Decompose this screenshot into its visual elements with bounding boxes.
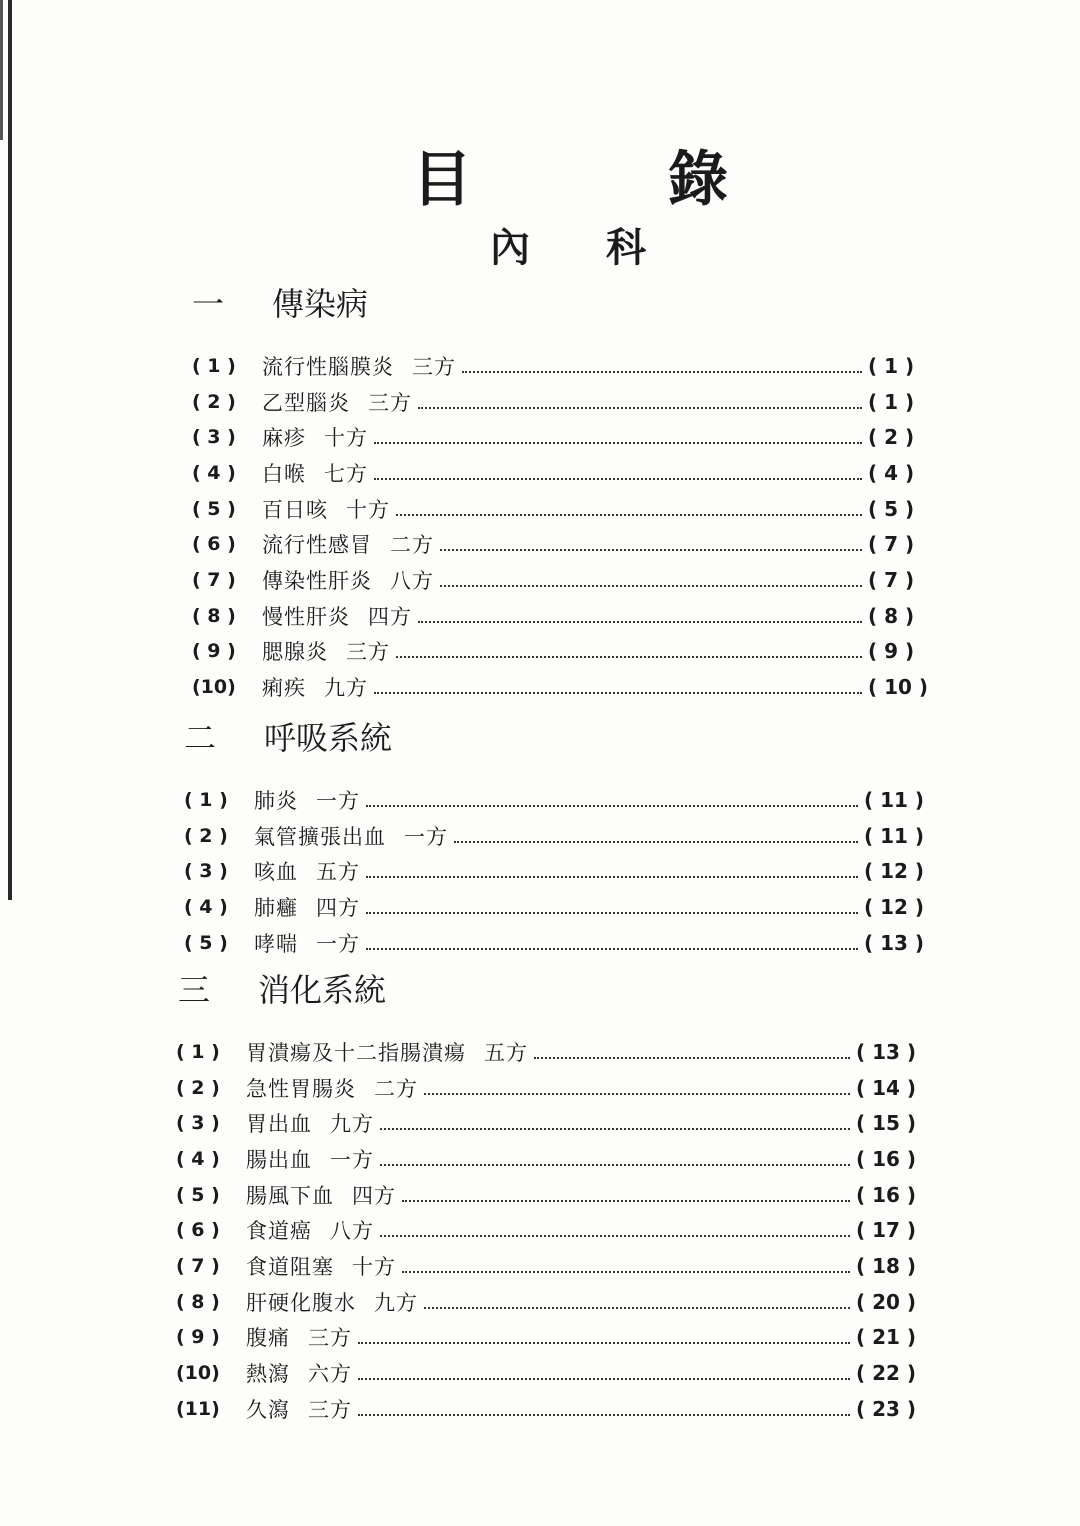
toc-entry[interactable] <box>176 1248 932 1284</box>
entry-page: ( 14 ) <box>856 1075 917 1100</box>
entry-page: ( 15 ) <box>856 1111 917 1136</box>
dot-leader <box>440 585 862 587</box>
dot-leader <box>440 549 862 551</box>
entry-name: 流行性腦膜炎 <box>262 354 394 379</box>
entry-index: ( 9 ) <box>192 640 236 663</box>
entry-page: ( 9 ) <box>868 639 915 664</box>
toc-entry[interactable] <box>176 1355 932 1391</box>
entry-name: 慢性肝炎 <box>262 604 350 629</box>
entry-name: 乙型腦炎 <box>262 390 350 415</box>
entry-count: 八方 <box>390 568 434 593</box>
entry-index: ( 7 ) <box>192 568 236 591</box>
entry-count: 三方 <box>412 354 456 379</box>
dot-leader <box>534 1057 850 1059</box>
entry-count: 三方 <box>368 390 412 415</box>
entry-name: 流行性感冒 <box>262 533 372 558</box>
title-char-1: 目 <box>412 145 472 215</box>
entry-name: 腸風下血 <box>246 1183 334 1208</box>
dot-leader <box>366 876 858 878</box>
entry-index: (10) <box>192 676 236 699</box>
entry-name: 食道癌 <box>246 1219 312 1244</box>
entry-count: 一方 <box>330 1147 374 1172</box>
toc-entry[interactable] <box>184 889 940 925</box>
toc-entry[interactable] <box>176 1320 932 1356</box>
title-char-2: 錄 <box>668 145 728 215</box>
entry-index: ( 4 ) <box>184 895 228 918</box>
entry-count: 九方 <box>374 1290 418 1315</box>
section-title: 呼吸系統 <box>264 719 393 757</box>
dot-leader <box>374 692 862 694</box>
entry-page: ( 1 ) <box>868 353 915 378</box>
dot-leader <box>454 841 858 843</box>
entry-name: 哮喘 <box>254 931 298 956</box>
entry-name: 腸出血 <box>246 1147 312 1172</box>
entry-name: 急性胃腸炎 <box>246 1076 356 1101</box>
entry-page: ( 13 ) <box>856 1039 917 1064</box>
entry-page: ( 4 ) <box>868 460 915 485</box>
toc-entry[interactable] <box>192 598 944 634</box>
entry-index: ( 1 ) <box>192 354 236 377</box>
toc-entry[interactable] <box>176 1391 932 1427</box>
entry-index: ( 6 ) <box>176 1219 220 1242</box>
entry-page: ( 23 ) <box>856 1396 917 1421</box>
entry-name: 傳染性肝炎 <box>262 568 372 593</box>
binding-edge-shadow <box>0 0 3 140</box>
toc-entry[interactable] <box>192 526 944 562</box>
dot-leader <box>462 371 862 373</box>
entry-count: 十方 <box>324 426 368 451</box>
entry-page: ( 12 ) <box>864 894 925 919</box>
entry-page: ( 13 ) <box>864 930 925 955</box>
entry-page: ( 16 ) <box>856 1182 917 1207</box>
dot-leader <box>380 1128 850 1130</box>
entry-index: (10) <box>176 1362 220 1385</box>
entry-count: 二方 <box>390 533 434 558</box>
entry-count: 四方 <box>368 604 412 629</box>
entry-page: ( 1 ) <box>868 389 915 414</box>
entry-name: 肺癰 <box>254 895 298 920</box>
page-subtitle <box>0 218 1080 278</box>
entry-count: 四方 <box>316 895 360 920</box>
subtitle-char-1: 內 <box>490 224 530 271</box>
binding-edge <box>8 0 12 900</box>
toc-entry[interactable] <box>192 669 944 705</box>
entry-count: 一方 <box>316 788 360 813</box>
entry-page: ( 21 ) <box>856 1325 917 1350</box>
entry-name: 肺炎 <box>254 788 298 813</box>
entry-count: 六方 <box>308 1362 352 1387</box>
entry-index: ( 2 ) <box>184 824 228 847</box>
entry-name: 胃潰瘍及十二指腸潰瘍 <box>246 1040 466 1065</box>
toc-entry[interactable] <box>192 491 944 527</box>
toc-entry[interactable] <box>192 384 944 420</box>
entry-page: ( 22 ) <box>856 1361 917 1386</box>
dot-leader <box>374 478 862 480</box>
dot-leader <box>402 1271 850 1273</box>
entry-page: ( 7 ) <box>868 567 915 592</box>
entry-name: 熱瀉 <box>246 1362 290 1387</box>
toc-entry[interactable] <box>192 634 944 670</box>
entry-name: 痢疾 <box>262 676 306 701</box>
dot-leader <box>380 1164 850 1166</box>
entry-index: ( 5 ) <box>176 1183 220 1206</box>
entry-name: 白喉 <box>262 461 306 486</box>
entry-page: ( 2 ) <box>868 425 915 450</box>
dot-leader <box>366 948 858 950</box>
section-heading <box>184 718 392 758</box>
entry-index: ( 4 ) <box>192 461 236 484</box>
dot-leader <box>358 1378 850 1380</box>
entry-count: 二方 <box>374 1076 418 1101</box>
entry-index: ( 2 ) <box>192 390 236 413</box>
entry-count: 七方 <box>324 461 368 486</box>
dot-leader <box>424 1307 850 1309</box>
section-heading <box>178 970 386 1010</box>
entry-index: ( 3 ) <box>176 1112 220 1135</box>
entry-page: ( 20 ) <box>856 1289 917 1314</box>
entry-page: ( 7 ) <box>868 532 915 557</box>
entry-count: 一方 <box>404 824 448 849</box>
entry-index: ( 8 ) <box>192 604 236 627</box>
entry-count: 九方 <box>324 676 368 701</box>
entry-name: 咳血 <box>254 860 298 885</box>
dot-leader <box>358 1342 850 1344</box>
entry-name: 久瀉 <box>246 1397 290 1422</box>
entry-index: ( 5 ) <box>192 497 236 520</box>
entry-index: ( 6 ) <box>192 533 236 556</box>
toc-entry[interactable] <box>184 853 940 889</box>
entry-count: 三方 <box>308 1397 352 1422</box>
section-title: 消化系統 <box>258 971 387 1009</box>
entry-name: 腹痛 <box>246 1326 290 1351</box>
entry-count: 四方 <box>352 1183 396 1208</box>
entry-index: ( 4 ) <box>176 1147 220 1170</box>
dot-leader <box>418 621 862 623</box>
entry-count: 九方 <box>330 1112 374 1137</box>
section-entries <box>176 1034 932 1427</box>
dot-leader <box>380 1235 850 1237</box>
entry-count: 一方 <box>316 931 360 956</box>
entry-index: ( 7 ) <box>176 1254 220 1277</box>
dot-leader <box>402 1200 850 1202</box>
dot-leader <box>374 442 862 444</box>
entry-count: 三方 <box>346 640 390 665</box>
dot-leader <box>418 407 862 409</box>
entry-page: ( 12 ) <box>864 859 925 884</box>
entry-count: 八方 <box>330 1219 374 1244</box>
toc-entry[interactable] <box>184 818 940 854</box>
dot-leader <box>366 912 858 914</box>
entry-page: ( 10 ) <box>868 675 929 700</box>
section-entries <box>192 348 944 705</box>
entry-count: 三方 <box>308 1326 352 1351</box>
section-title: 傳染病 <box>272 285 369 323</box>
toc-entry[interactable] <box>192 419 944 455</box>
entry-name: 百日咳 <box>262 497 328 522</box>
entry-index: ( 9 ) <box>176 1326 220 1349</box>
entry-name: 肝硬化腹水 <box>246 1290 356 1315</box>
entry-index: ( 8 ) <box>176 1290 220 1313</box>
toc-entry[interactable] <box>176 1141 932 1177</box>
entry-index: ( 3 ) <box>192 426 236 449</box>
toc-entry[interactable] <box>192 455 944 491</box>
dot-leader <box>396 656 862 658</box>
entry-index: ( 1 ) <box>184 788 228 811</box>
entry-count: 十方 <box>352 1254 396 1279</box>
dot-leader <box>366 805 858 807</box>
dot-leader <box>358 1414 850 1416</box>
toc-entry[interactable] <box>176 1212 932 1248</box>
dot-leader <box>424 1093 850 1095</box>
entry-page: ( 5 ) <box>868 496 915 521</box>
entry-count: 十方 <box>346 497 390 522</box>
toc-entry[interactable] <box>184 782 940 818</box>
toc-entry[interactable] <box>176 1284 932 1320</box>
entry-index: ( 1 ) <box>176 1040 220 1063</box>
entry-index: ( 5 ) <box>184 931 228 954</box>
entry-page: ( 11 ) <box>864 823 925 848</box>
entry-page: ( 16 ) <box>856 1146 917 1171</box>
entry-name: 胃出血 <box>246 1112 312 1137</box>
entry-name: 食道阻塞 <box>246 1254 334 1279</box>
entry-index: (11) <box>176 1397 220 1420</box>
toc-entry[interactable] <box>176 1177 932 1213</box>
entry-count: 五方 <box>484 1040 528 1065</box>
subtitle-char-2: 科 <box>606 224 646 271</box>
entry-index: ( 3 ) <box>184 860 228 883</box>
section-number: 一 <box>192 285 225 323</box>
entry-page: ( 8 ) <box>868 603 915 628</box>
toc-entry[interactable] <box>176 1070 932 1106</box>
entry-page: ( 17 ) <box>856 1218 917 1243</box>
entry-name: 麻疹 <box>262 426 306 451</box>
entry-page: ( 11 ) <box>864 787 925 812</box>
entry-page: ( 18 ) <box>856 1253 917 1278</box>
entry-name: 腮腺炎 <box>262 640 328 665</box>
toc-entry[interactable] <box>192 348 944 384</box>
page-title <box>0 140 1080 220</box>
dot-leader <box>396 514 862 516</box>
toc-entry[interactable] <box>192 562 944 598</box>
entry-index: ( 2 ) <box>176 1076 220 1099</box>
section-number: 三 <box>178 971 211 1009</box>
toc-entry[interactable] <box>176 1105 932 1141</box>
section-entries <box>184 782 940 960</box>
entry-name: 氣管擴張出血 <box>254 824 386 849</box>
entry-count: 五方 <box>316 860 360 885</box>
toc-entry[interactable] <box>184 925 940 961</box>
section-heading <box>192 284 368 324</box>
toc-entry[interactable] <box>176 1034 932 1070</box>
section-number: 二 <box>184 719 217 757</box>
